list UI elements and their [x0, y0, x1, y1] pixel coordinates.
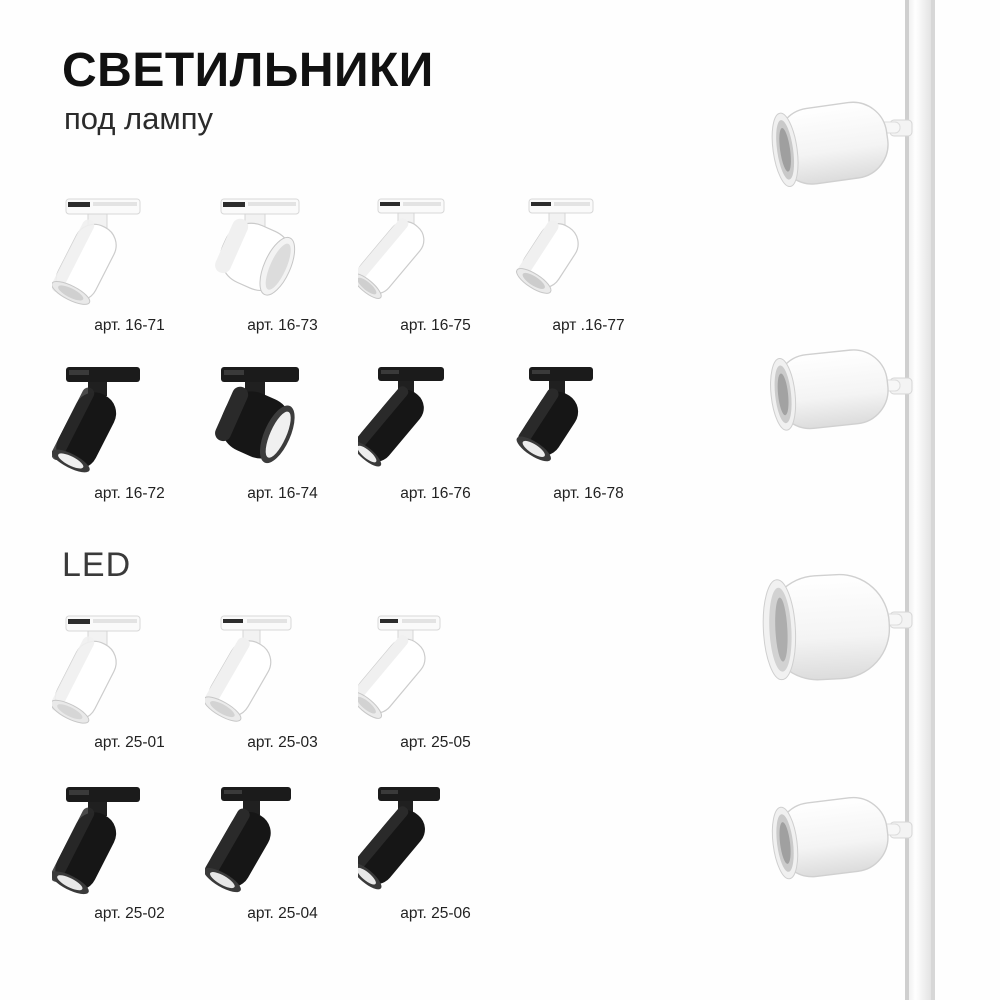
product-cell[interactable]	[358, 612, 513, 752]
hero-fixture-4	[769, 794, 912, 881]
spotlight-narrow-black-icon	[52, 363, 207, 483]
hero-fixture-2	[767, 347, 912, 433]
product-figure	[205, 612, 360, 732]
product-cell[interactable]	[205, 783, 360, 923]
led-spotlight-tilt-white-icon	[358, 612, 513, 732]
spotlight-wide-white-icon	[205, 195, 360, 315]
led-spotlight-narrow-black-icon	[52, 783, 207, 903]
product-figure	[205, 363, 360, 483]
product-cell[interactable]	[52, 783, 207, 923]
product-label: арт. 25-01	[94, 734, 165, 751]
product-figure	[358, 783, 513, 903]
product-figure	[52, 195, 207, 315]
product-figure	[358, 363, 513, 483]
product-cell[interactable]	[358, 195, 513, 335]
product-cell[interactable]	[52, 612, 207, 752]
product-label: арт. 16-72	[94, 485, 165, 502]
product-figure	[52, 363, 207, 483]
product-label: арт. 25-03	[247, 734, 318, 751]
product-cell[interactable]	[205, 195, 360, 335]
spotlight-short-white-icon	[511, 195, 666, 315]
led-spotlight-tilt-black-icon	[358, 783, 513, 903]
product-cell[interactable]	[52, 363, 207, 503]
product-cell[interactable]	[358, 783, 513, 923]
hero-track-illustration	[740, 0, 1000, 1000]
product-cell[interactable]	[358, 363, 513, 503]
product-figure	[358, 612, 513, 732]
product-cell[interactable]	[511, 363, 666, 503]
product-label: арт. 16-75	[400, 317, 471, 334]
led-spotlight-narrow-white-icon	[52, 612, 207, 732]
product-figure	[358, 195, 513, 315]
product-label: арт. 25-06	[400, 905, 471, 922]
product-label: арт .16-77	[552, 317, 625, 334]
product-cell[interactable]	[205, 363, 360, 503]
product-figure	[205, 783, 360, 903]
spotlight-narrow-white-icon	[52, 195, 207, 315]
product-figure	[511, 195, 666, 315]
led-spotlight-wide-white-icon	[205, 612, 360, 732]
product-figure	[511, 363, 666, 483]
spotlight-tilt-white-icon	[358, 195, 513, 315]
product-label: арт. 16-78	[553, 485, 624, 502]
product-label: арт. 16-76	[400, 485, 471, 502]
hero-fixture-1	[768, 98, 912, 189]
product-label: арт. 25-04	[247, 905, 318, 922]
spotlight-tilt-black-icon	[358, 363, 513, 483]
section-label-led: LED	[62, 546, 132, 584]
track-rail	[905, 0, 935, 1000]
hero-photo	[740, 0, 1000, 1000]
product-label: арт. 25-02	[94, 905, 165, 922]
product-label: арт. 25-05	[400, 734, 471, 751]
product-figure	[52, 612, 207, 732]
page-header	[62, 46, 434, 136]
product-figure	[52, 783, 207, 903]
product-cell[interactable]	[511, 195, 666, 335]
page-title: СВЕТИЛЬНИКИ	[62, 44, 434, 97]
spotlight-short-black-icon	[511, 363, 666, 483]
spotlight-wide-black-icon	[205, 363, 360, 483]
product-figure	[205, 195, 360, 315]
product-label: арт. 16-74	[247, 485, 318, 502]
led-spotlight-wide-black-icon	[205, 783, 360, 903]
product-label: арт. 16-71	[94, 317, 165, 334]
product-cell[interactable]	[52, 195, 207, 335]
product-label: арт. 16-73	[247, 317, 318, 334]
product-cell[interactable]	[205, 612, 360, 752]
hero-fixture-3	[761, 572, 912, 682]
page-subtitle: под лампу	[64, 101, 213, 137]
